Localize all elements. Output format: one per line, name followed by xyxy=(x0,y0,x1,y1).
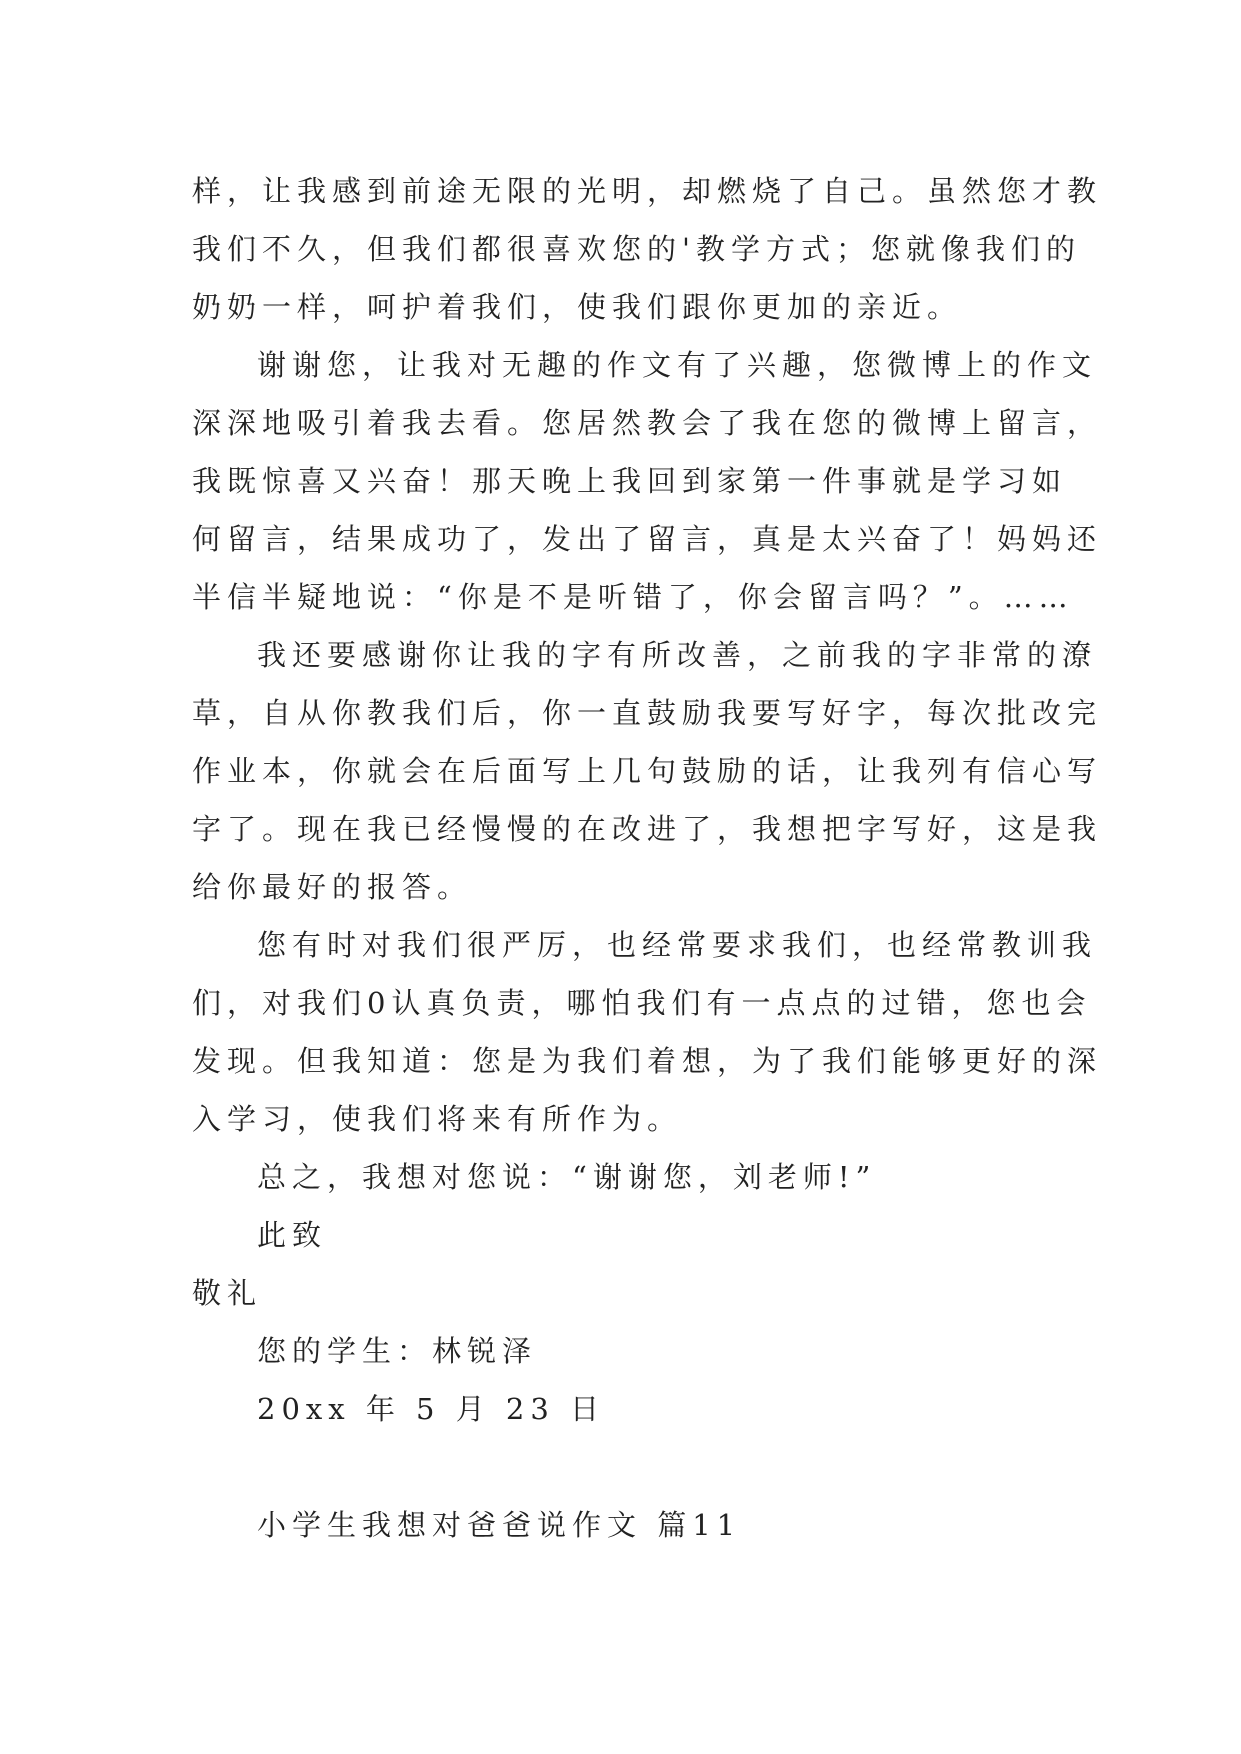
paragraph-3 xyxy=(192,626,1103,916)
letter-body xyxy=(192,162,1103,1554)
signature: 您的学生：林锐泽 xyxy=(257,1334,538,1368)
text-line: 何留言，结果成功了，发出了留言，真是太兴奋了！妈妈还 xyxy=(192,522,1103,556)
text-line: 草，自从你教我们后，你一直鼓励我要写好字，每次批改完 xyxy=(192,696,1103,730)
text-line: 奶奶一样，呵护着我们，使我们跟你更加的亲近。 xyxy=(192,290,963,324)
text-line: 样，让我感到前途无限的光明，却燃烧了自己。虽然您才教 xyxy=(192,174,1103,208)
closing-regards-1: 此致 xyxy=(257,1218,328,1252)
text-line: 您有时对我们很严厉，也经常要求我们，也经常教训我 xyxy=(257,928,1098,962)
text-line: 我们不久，但我们都很喜欢您的'教学方式；您就像我们的 xyxy=(192,232,1081,266)
text-line: 我既惊喜又兴奋！那天晚上我回到家第一件事就是学习如 xyxy=(192,464,1068,498)
paragraph-2 xyxy=(192,336,1103,626)
text-line: 给你最好的报答。 xyxy=(192,870,473,904)
text-line: 入学习，使我们将来有所作为。 xyxy=(192,1102,683,1136)
text-line: 深深地吸引着我去看。您居然教会了我在您的微博上留言， xyxy=(192,406,1103,440)
closing-summary: 总之，我想对您说：“谢谢您，刘老师!” xyxy=(257,1160,877,1194)
closing-regards-2: 敬礼 xyxy=(192,1276,263,1310)
section-spacer xyxy=(192,1438,1058,1496)
paragraph-1 xyxy=(192,162,1103,336)
letter-date: 20xx 年 5 月 23 日 xyxy=(257,1392,606,1426)
text-line: 半信半疑地说：“你是不是听错了，你会留言吗？”。…… xyxy=(192,580,1074,614)
text-line: 我还要感谢你让我的字有所改善，之前我的字非常的潦 xyxy=(257,638,1098,672)
text-line: 作业本，你就会在后面写上几句鼓励的话，让我列有信心写 xyxy=(192,754,1103,788)
next-essay-title: 小学生我想对爸爸说作文 篇11 xyxy=(257,1508,742,1542)
text-line: 字了。现在我已经慢慢的在改进了，我想把字写好，这是我 xyxy=(192,812,1103,846)
paragraph-4 xyxy=(192,916,1103,1148)
text-line: 发现。但我知道：您是为我们着想，为了我们能够更好的深 xyxy=(192,1044,1103,1078)
text-line: 谢谢您，让我对无趣的作文有了兴趣，您微博上的作文 xyxy=(257,348,1098,382)
text-line: 们，对我们0认真负责，哪怕我们有一点点的过错，您也会 xyxy=(192,986,1092,1020)
